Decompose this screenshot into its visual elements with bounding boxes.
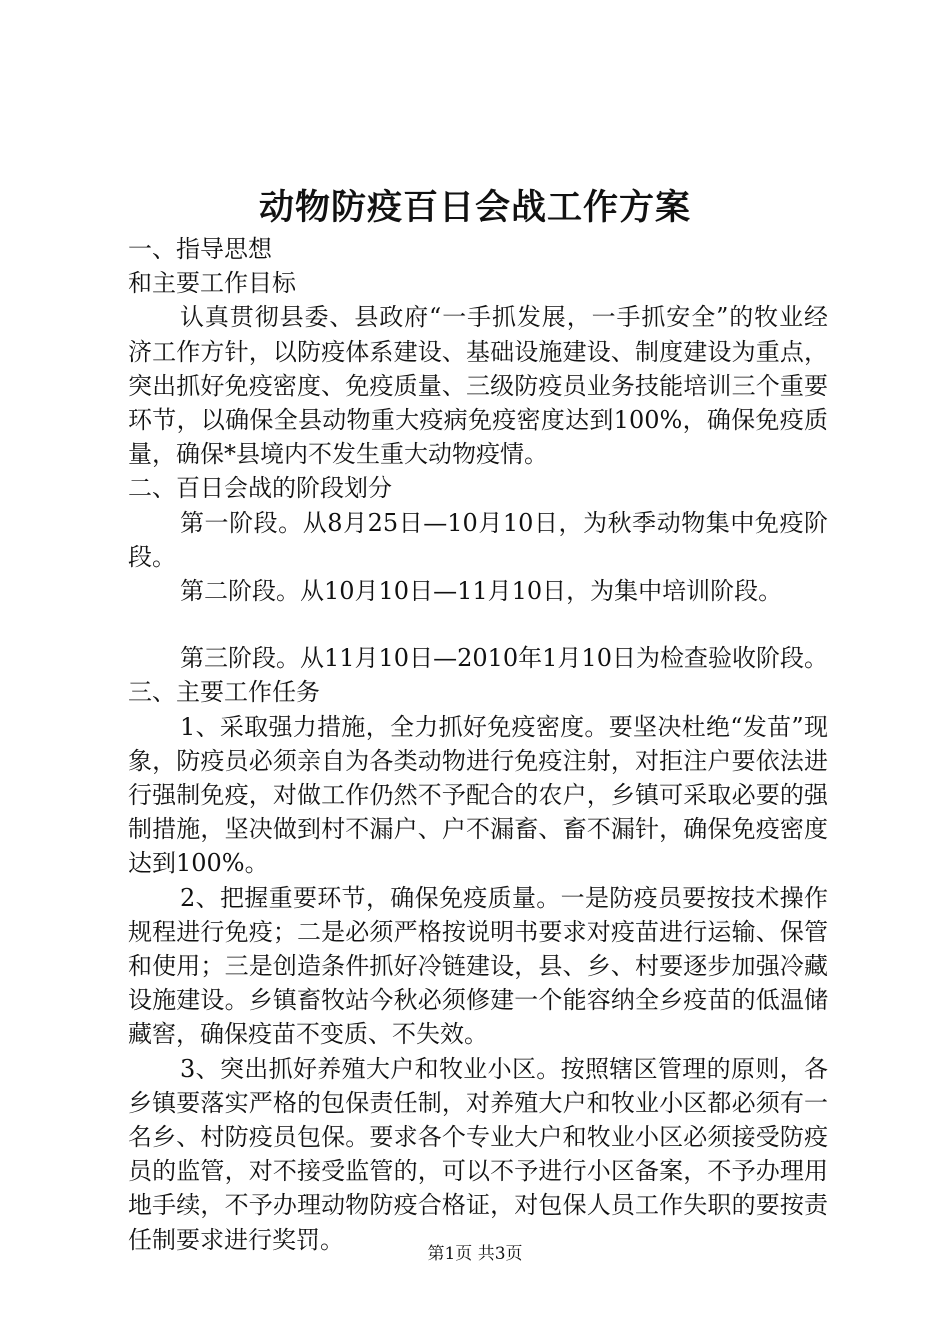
section-heading-main-tasks: 三、主要工作任务 <box>128 678 320 707</box>
document-title: 动物防疫百日会战工作方案 <box>258 187 691 228</box>
section-heading-continuation: 和主要工作目标 <box>128 269 296 298</box>
paragraph-stage-two: 第二阶段。从10月10日—11月10日，为集中培训阶段。 <box>180 577 783 606</box>
section-heading-stages: 二、百日会战的阶段划分 <box>128 474 392 503</box>
paragraph-task-three: 3、突出抓好养殖大户和牧业小区。按照辖区管理的原则，各乡镇要落实严格的包保责任制，对养殖大户和牧业小区都必须有一名乡、村防疫员包保。要求各个专业大户和牧业小区必须接受防疫员的监管，对不接受监管的，可以不予进行小区备案，不予办理用地手续，不予办理动物防疫合格证，对包保人员工作失职的要按责任制要求进行奖罚。 <box>128 1054 828 1254</box>
paragraph-task-two: 2、把握重要环节，确保免疫质量。一是防疫员要按技术操作规程进行免疫；二是必须严格按说明书要求对疫苗进行运输、保管和使用；三是创造条件抓好冷链建设，县、乡、村要逐步加强冷藏设施建设。乡镇畜牧站今秋必须修建一个能容纳全乡疫苗的低温储藏窖，确保疫苗不变质、不失效。 <box>128 883 828 1049</box>
document-body <box>128 232 828 1257</box>
paragraph-guiding-principle: 认真贯彻县委、县政府“一手抓发展，一手抓安全”的牧业经济工作方针，以防疫体系建设、基础设施建设、制度建设为重点，突出抓好免疫密度、免疫质量、三级防疫员业务技能培训三个重要环节，以确保全县动物重大疫病免疫密度达到100%，确保免疫质量，确保*县境内不发生重大动物疫情。 <box>128 303 828 469</box>
paragraph-task-one: 1、采取强力措施，全力抓好免疫密度。要坚决杜绝“发苗”现象，防疫员必须亲自为各类动物进行免疫注射，对拒注户要依法进行强制免疫，对做工作仍然不予配合的农户，乡镇可采取必要的强制措施，坚决做到村不漏户、户不漏畜、畜不漏针，确保免疫密度达到100%。 <box>128 712 828 878</box>
section-heading-guiding-thought: 一、指导思想 <box>128 235 272 263</box>
paragraph-stage-one: 第一阶段。从8月25日—10月10日，为秋季动物集中免疫阶段。 <box>128 508 828 571</box>
page-footer: 第1页 共3页 <box>427 1244 523 1264</box>
paragraph-stage-three: 第三阶段。从11月10日—2010年1月10日为检查验收阶段。 <box>180 644 828 673</box>
